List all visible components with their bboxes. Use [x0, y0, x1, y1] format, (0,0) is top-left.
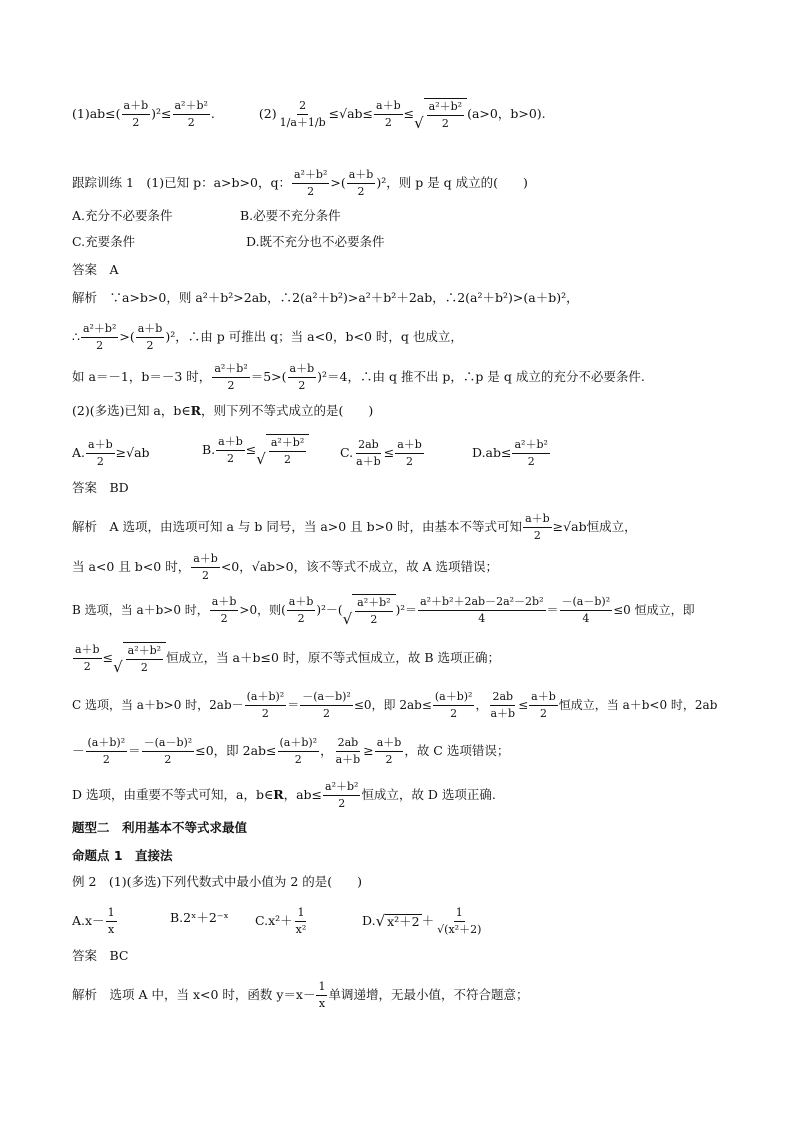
- option2-a: A. $\frac{a+b}{2}$ ≥√ab: [72, 438, 150, 468]
- option-a: A.充分不必要条件: [72, 208, 173, 223]
- fraction: $\frac{\text{a²＋b²}}{2}$: [214, 362, 248, 392]
- question-text-c: )²，则 p 是 q 成立的( ): [376, 175, 528, 190]
- example-2-question: 例 2 (1)(多选)下列代数式中最小值为 2 的是( ): [72, 874, 363, 889]
- fraction: $\frac{a+b}{2}$: [348, 168, 374, 198]
- option2-d: D.ab≤ $\frac{\text{a²＋b²}}{2}$: [472, 438, 548, 468]
- formula-2-condition: (a>0，b>0).: [467, 106, 546, 121]
- formula-2-label: (2): [258, 106, 277, 121]
- explanation-2-line-2: 当 a<0 且 b<0 时， $\frac{a+b}{2}$ <0，√ab>0，该不等式不成立，故 A 选项错误；: [72, 552, 499, 582]
- fraction: $\frac{a+b}{2}$: [123, 99, 149, 129]
- sqrt-expression: √ $\frac{\text{a²＋b²}}{2}$: [414, 98, 467, 131]
- fraction: $\frac{\text{a²＋b²}}{2}$: [174, 99, 208, 129]
- option-b: B.必要不充分条件: [240, 208, 341, 223]
- formula-1-text-a: (1)ab≤(: [72, 106, 121, 121]
- answer-2: 答案 BD: [72, 480, 129, 495]
- explanation-2-line-3: B 选项，当 a＋b>0 时， $\frac{a+b}{2}$ >0，则( $\frac{a+b}{2}$ )²－( √ $\frac{\text{a²＋b²}}{2}$ )²＝ $\frac{\text{a²＋b²＋2ab－2a²－2b²}}{4}$ ＝ $\frac{\text{－(a－b)²}}{4}$ ≤0 恒成立，即: [72, 595, 695, 628]
- formula-1-text-b: )²≤: [151, 106, 172, 121]
- fraction: $\frac{a+b}{2}$: [289, 362, 315, 392]
- explanation-2-line-5: C 选项，当 a＋b>0 时，2ab－ $\frac{\text{(a＋b)²}}{2}$ ＝ $\frac{\text{－(a－b)²}}{2}$ ≤0，即 2ab≤ $\frac{\text{(a＋b)²}}{2}$ ， $\frac{2ab}{a+b}$ ≤ $\frac{a+b}{2}$ 恒成立，当 a＋b<0 时，2ab: [72, 690, 718, 720]
- fraction: $\frac{a+b}{2}$: [137, 322, 163, 352]
- question-text-b: >(: [330, 175, 346, 190]
- formula-2-text-b: ≤: [403, 106, 415, 121]
- explanation-2-line-4: $\frac{a+b}{2}$ ≤ √ $\frac{\text{a²＋b²}}{2}$ 恒成立，当 a＋b≤0 时，原不等式恒成立，故 B 选项正确；: [75, 643, 501, 676]
- subsection-heading: 命题点 1 直接法: [72, 848, 173, 863]
- option3-b: B.2ˣ＋2⁻ˣ: [170, 910, 229, 925]
- explanation-2-line-7: D 选项，由重要不等式可知，a，b∈ R ，ab≤ $\frac{\text{a²＋b²}}{2}$ 恒成立，故 D 选项正确.: [72, 780, 496, 810]
- explanation-1-line-1: 解析 ∵a>b>0，则 a²＋b²>2ab，∴2(a²＋b²)>a²＋b²＋2ab，∴2(a²＋b²)>(a＋b)²，: [72, 290, 579, 305]
- answer-1: 答案 A: [72, 262, 119, 277]
- fraction-harmonic: $\frac{2}{1/a+1/b}$: [279, 99, 326, 129]
- explanation-2-line-1: 解析 A 选项，由选项可知 a 与 b 同号，当 a>0 且 b>0 时，由基本不等式可知 $\frac{a+b}{2}$ ≥√ab恒成立，: [72, 512, 637, 542]
- fraction: $\frac{\text{a²＋b²}}{2}$: [82, 322, 117, 352]
- fraction: $\frac{a+b}{2}$: [376, 99, 401, 129]
- question-text-a: 跟踪训练 1 (1)已知 p：a>b>0，q：: [72, 175, 291, 190]
- option3-d: D. √ x²＋2 ＋ $\frac{1}{\text{√(x²＋2)}}$: [362, 906, 482, 936]
- explanation-1-line-2: ∴ $\frac{\text{a²＋b²}}{2}$ >( $\frac{a+b}{2}$ )²，∴由 p 可推出 q；当 a<0，b<0 时，q 也成立，: [72, 322, 463, 352]
- fraction: $\frac{\text{a²＋b²}}{2}$: [293, 168, 328, 198]
- answer-3: 答案 BC: [72, 948, 129, 963]
- formula-1-text-c: .: [210, 106, 215, 121]
- practice-question-2: (2)(多选)已知 a，b∈ R ，则下列不等式成立的是( ): [72, 403, 374, 418]
- option2-c: C. $\frac{2ab}{a+b}$ ≤ $\frac{a+b}{2}$: [340, 438, 422, 468]
- option-d: D.既不充分也不必要条件: [246, 234, 385, 249]
- formula-line-1: [72, 98, 546, 131]
- formula-2-text-a: ≤√ab≤: [328, 106, 374, 121]
- practice-question-1: [72, 168, 528, 199]
- option3-c: C.x²＋ $\frac{1}{\text{x²}}$: [255, 906, 307, 936]
- explanation-3-line-1: 解析 选项 A 中，当 x<0 时，函数 y＝x－ $\frac{1}{x}$ 单调递增，无最小值，不符合题意；: [72, 980, 529, 1010]
- option2-b: B. $\frac{a+b}{2}$ ≤ √ $\frac{\text{a²＋b²}}{2}$: [202, 434, 309, 467]
- explanation-1-line-3: 如 a＝－1，b＝－3 时， $\frac{\text{a²＋b²}}{2}$ ＝5>( $\frac{a+b}{2}$ )²＝4，∴由 q 推不出 p，∴p 是 q 成立的充分不必要条件.: [72, 362, 645, 392]
- explanation-2-line-6: － $\frac{\text{(a＋b)²}}{2}$ ＝ $\frac{\text{－(a－b)²}}{2}$ ≤0，即 2ab≤ $\frac{\text{(a＋b)²}}{2}$ ， $\frac{2ab}{a+b}$ ≥ $\frac{a+b}{2}$ ，故 C 选项错误；: [72, 736, 510, 766]
- section-heading: 题型二 利用基本不等式求最值: [72, 820, 248, 835]
- option-c: C.充要条件: [72, 234, 136, 249]
- option3-a: A.x－ $\frac{1}{x}$: [72, 906, 115, 936]
